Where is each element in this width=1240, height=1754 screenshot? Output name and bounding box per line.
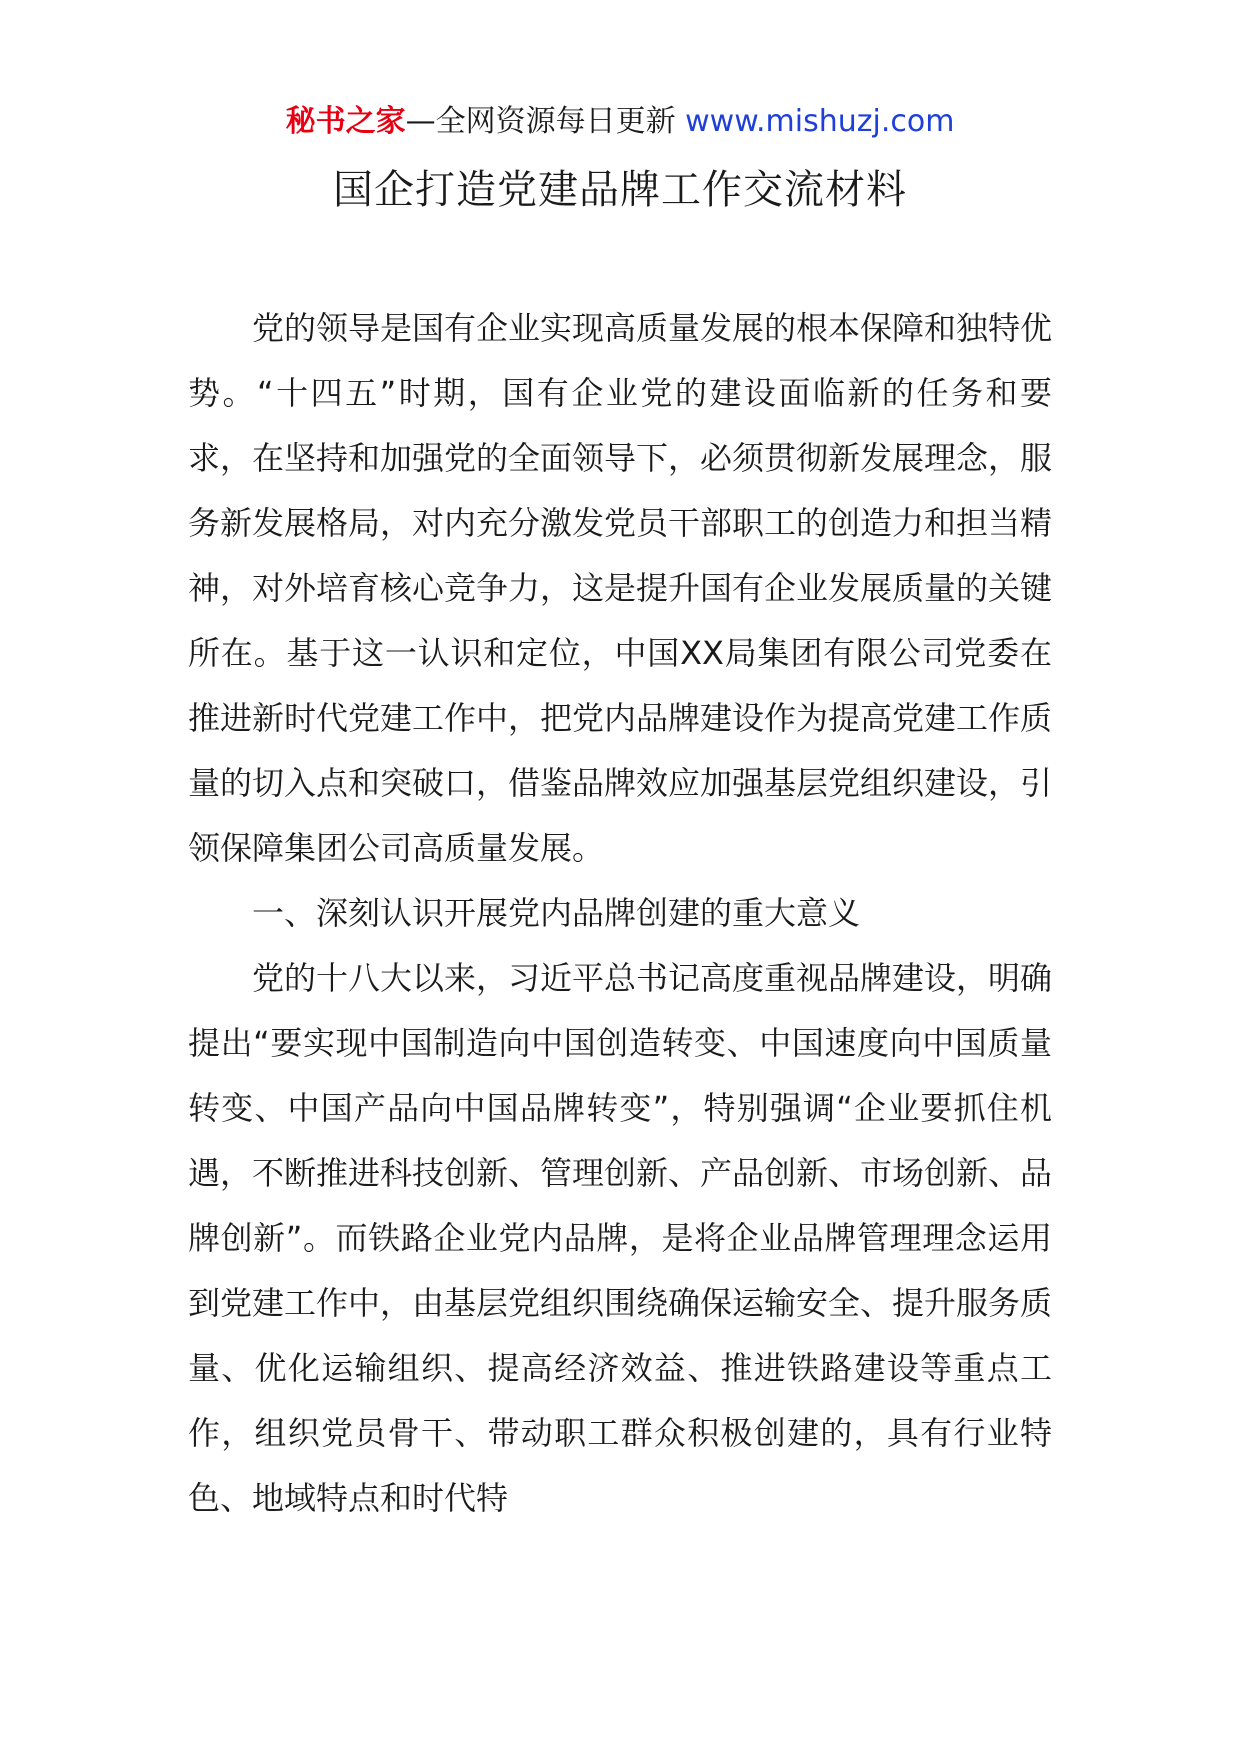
paragraph-intro: 党的领导是国有企业实现高质量发展的根本保障和独特优势。“十四五”时期，国有企业党的建设面临新的任务和要求，在坚持和加强党的全面领导下，必须贯彻新发展理念，服务新发展格局，对内充分激发党员干部职工的创造力和担当精神，对外培育核心竞争力，这是提升国有企业发展质量的关键所在。基于这一认识和定位，中国XX局集团有限公司党委在推进新时代党建工作中，把党内品牌建设作为提高党建工作质量的切入点和突破口，借鉴品牌效应加强基层党组织建设，引领保障集团公司高质量发展。 — [188, 309, 1053, 867]
document-title: 国企打造党建品牌工作交流材料 — [333, 167, 907, 213]
site-header — [0, 100, 1240, 144]
site-slogan: —全网资源每日更新 — [405, 104, 676, 139]
site-brand: 秘书之家 — [285, 104, 406, 139]
section-heading-1: 一、深刻认识开展党内品牌创建的重大意义 — [252, 894, 861, 932]
paragraph-section-1: 党的十八大以来，习近平总书记高度重视品牌建设，明确提出“要实现中国制造向中国创造转变、中国速度向中国质量转变、中国产品向中国品牌转变”，特别强调“企业要抓住机遇，不断推进科技创新、管理创新、产品创新、市场创新、品牌创新”。而铁路企业党内品牌，是将企业品牌管理理念运用到党建工作中，由基层党组织围绕确保运输安全、提升服务质量、优化运输组织、提高经济效益、推进铁路建设等重点工作，组织党员骨干、带动职工群众积极创建的，具有行业特色、地域特点和时代特 — [188, 959, 1053, 1517]
site-url-link[interactable]: www.mishuzj.com — [685, 104, 955, 139]
document-body — [188, 296, 1052, 1531]
